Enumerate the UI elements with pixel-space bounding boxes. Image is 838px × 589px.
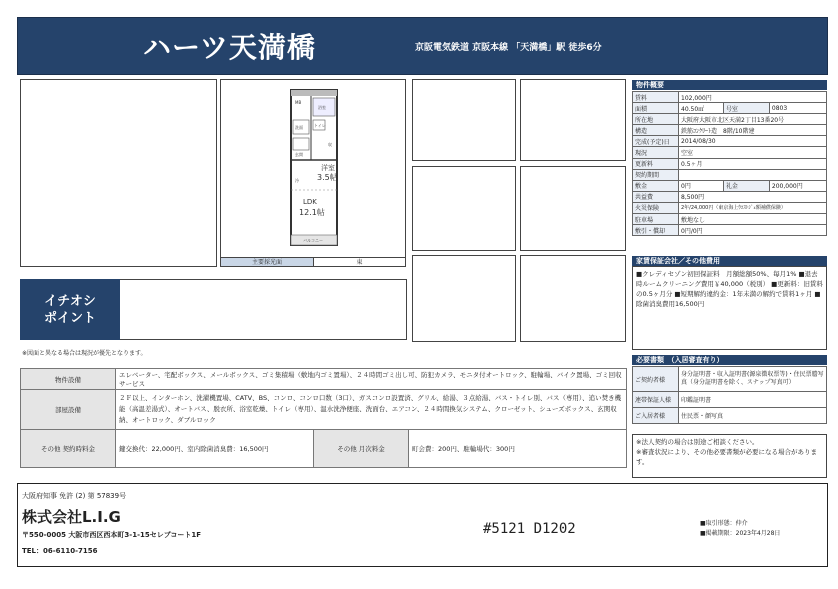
- spec-value: 大阪府大阪市北区天満2丁目13番20号: [679, 114, 827, 125]
- docs-header: 必要書類 （入居審査有り）: [632, 355, 827, 365]
- spec-key: 現況: [633, 147, 679, 158]
- spec-value: [679, 169, 827, 180]
- spec-value: 102,000円: [679, 92, 827, 103]
- label-mb: MB: [295, 100, 302, 105]
- license: 大阪府知事 免許 (2) 第 57839号: [22, 492, 127, 500]
- company-address: 〒550-0005 大阪市西区西本町3-1-15セレブコート1F: [22, 531, 202, 539]
- spec-value: 0.5ヶ月: [679, 158, 827, 169]
- fee-key: その他 月次料金: [314, 430, 409, 468]
- photo-slot-2: [520, 79, 626, 161]
- point-label: [20, 279, 120, 340]
- spec-key: 駐車場: [633, 214, 679, 225]
- spec-key: 共益費: [633, 191, 679, 202]
- guarantee-box: [632, 266, 827, 350]
- point-line2: ポイント: [43, 310, 96, 326]
- label-toilet: トイレ: [314, 123, 326, 128]
- guarantee-header: 家賃保証会社／その他費用: [632, 256, 827, 266]
- spec-value: 0円: [679, 180, 724, 191]
- spec-value: 8,500円: [679, 191, 827, 202]
- spec-value: 0803: [769, 103, 826, 114]
- spec-key: 契約期間: [633, 169, 679, 180]
- spec-header: 物件概要: [632, 80, 827, 90]
- spec-value: 2014/08/30: [679, 136, 827, 147]
- docs-key: ご契約者様: [633, 367, 679, 392]
- notice-text: ※図面と異なる場合は現況が優先となります。: [22, 350, 147, 357]
- room-size-ldk: 12.1帖: [299, 208, 325, 217]
- label-bath: 浴室: [318, 105, 326, 110]
- room-size-western: 3.5帖: [317, 173, 338, 182]
- docs-table: [632, 366, 827, 424]
- docs-key: 連帯保証人様: [633, 392, 679, 408]
- property-code: #5121 D1202: [483, 521, 576, 537]
- photo-box-main: [20, 79, 217, 267]
- spec-value: 鉄筋ｺﾝｸﾘｰﾄ造 8階/10階建: [679, 125, 827, 136]
- photo-slot-1: [412, 79, 516, 161]
- spec-key: 火災保険: [633, 202, 679, 213]
- photo-slot-5: [412, 255, 516, 342]
- spec-key: 更新料: [633, 158, 679, 169]
- docs-notes: [632, 434, 827, 478]
- facility-value: ２Ｆ以上、インターホン、洗濯機置場、CATV、BS、コンロ、コンロ口数（3口）、ガスコンロ設置済、グリル、給湯、３点給湯、バス・トイレ別、バス（専用）、追い焚き機能（高温差湯式）、オートバス、脱衣所、浴室乾燥、トイレ（専用）、温水洗浄便座、洗面台、エアコン、２４時間換気システム、クローゼット、シューズボックス、玄関収納、オートロック、ダブルロック: [116, 390, 627, 430]
- label-entrance: 玄関: [295, 152, 303, 157]
- room-label-western: 洋室: [321, 164, 335, 172]
- label-fridge: 冷: [295, 178, 299, 183]
- label-washroom: 洗面: [295, 125, 303, 130]
- spec-table: [632, 91, 827, 236]
- spec-value: 2年/24,000円（東京海上ｳｴｽﾄｼﾞｪ額補償保険）: [679, 202, 827, 213]
- spec-key: 構造: [633, 125, 679, 136]
- docs-key: ご入居者様: [633, 408, 679, 424]
- photo-slot-6: [520, 255, 626, 342]
- header-banner: [17, 17, 828, 75]
- spec-key: 賃料: [633, 92, 679, 103]
- spec-key: 礼金: [723, 180, 769, 191]
- facility-key: 部屋設備: [21, 390, 116, 430]
- label-balcony: バルコニー: [303, 238, 323, 243]
- company-tel: TEL：06-6110-7156: [22, 547, 98, 555]
- spec-value: 0円/0円: [679, 225, 827, 236]
- guarantee-text: ■クレディセゾン初回保証料 月額総額50%、毎月1% ■退去時ルームクリーニング費用￥40,000（税別） ■更新料：旧賃料の0.5ヶ月分 ■短期解約違約金：1年未満の解約で賃料1ヶ月 ■除菌消臭費用16,500円: [636, 270, 823, 308]
- docs-value: 住民票・顔写真: [679, 408, 827, 424]
- spec-key: 敷引・償却: [633, 225, 679, 236]
- room-label-ldk: LDK: [303, 198, 317, 206]
- spec-value: 敷地なし: [679, 214, 827, 225]
- direction-label: 主要採光面: [220, 257, 314, 267]
- direction-value: 東: [313, 257, 406, 267]
- docs-value: 印鑑証明書: [679, 392, 827, 408]
- docs-note: ※法人契約の場合は別途ご相談ください。: [636, 438, 759, 446]
- docs-note: ※審査状況により、その他必要書類が必要になる場合があります。: [636, 448, 817, 466]
- deal-type: ■取引形態：仲介: [700, 520, 748, 527]
- fee-value: 町会費：200円、駐輪場代：300円: [409, 430, 627, 468]
- facilities-table: [20, 368, 627, 468]
- fee-value: 鍵交換代：22,000円、室内除菌消臭費：16,500円: [116, 430, 314, 468]
- point-line1: イチオシ: [44, 293, 96, 309]
- spec-key: 完成(予定)日: [633, 136, 679, 147]
- property-title: ハーツ天満橋: [143, 31, 316, 64]
- label-storage: 収: [328, 142, 332, 147]
- floorplan-drawing: [221, 80, 405, 257]
- spec-value: 40.50㎡: [679, 103, 724, 114]
- spec-value: 200,000円: [769, 180, 826, 191]
- footer: [17, 483, 828, 567]
- floorplan-box: [220, 79, 406, 258]
- company-name: 株式会社L.I.G: [22, 508, 121, 526]
- fee-key: その他 契約時料金: [21, 430, 116, 468]
- photo-slot-3: [412, 166, 516, 251]
- spec-key: 所在地: [633, 114, 679, 125]
- spec-key: 号室: [723, 103, 769, 114]
- spec-value: 空室: [679, 147, 827, 158]
- facility-value: エレベーター、宅配ボックス、メールボックス、ゴミ集積場（敷地内ゴミ置場）、２４時間ゴミ出し可、防犯カメラ、モニタ付オートロック、駐輪場、バイク置場、ゴミ回収サービス: [116, 369, 627, 390]
- facility-key: 物件設備: [21, 369, 116, 390]
- access-info: 京阪電気鉄道 京阪本線 「天満橋」駅 徒歩6分: [415, 43, 602, 53]
- spec-key: 敷金: [633, 180, 679, 191]
- listing-deadline: ■掲載期限：2023年4月28日: [700, 530, 781, 537]
- photo-slot-4: [520, 166, 626, 251]
- docs-value: 身分証明書・収入証明書(源泉徴収票等)・住民票謄写真（身分証明書を除く、スナップ写真可）: [679, 367, 827, 392]
- spec-key: 面積: [633, 103, 679, 114]
